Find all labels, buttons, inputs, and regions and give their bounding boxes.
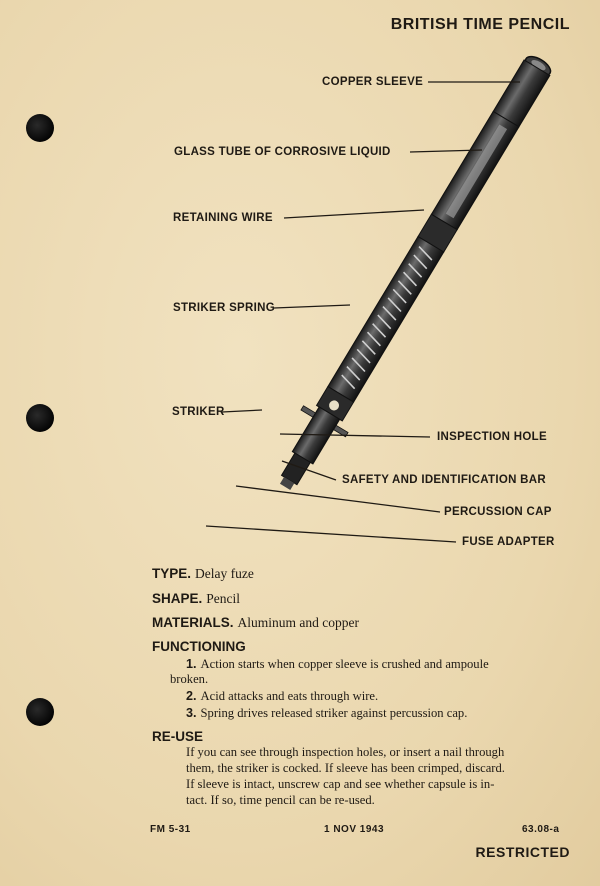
materials-value: Aluminum and copper [237, 615, 359, 630]
label-fuse-adapter: FUSE ADAPTER [462, 536, 555, 548]
functioning-heading: FUNCTIONING [152, 639, 246, 654]
functioning-step-1-cont: broken. [170, 672, 209, 686]
label-glass-tube: GLASS TUBE OF CORROSIVE LIQUID [174, 146, 391, 158]
label-striker-spring: STRIKER SPRING [173, 302, 275, 314]
label-percussion-cap: PERCUSSION CAP [444, 506, 552, 518]
footer-page-number: 63.08-a [522, 824, 560, 835]
step-number: 3. [186, 706, 197, 720]
label-striker: STRIKER [172, 406, 225, 418]
label-inspection-hole: INSPECTION HOLE [437, 431, 547, 443]
step-number: 2. [186, 689, 197, 703]
functioning-step-2 [186, 689, 570, 704]
shape-value: Pencil [206, 591, 241, 606]
type-field [152, 566, 254, 582]
functioning-step-1 [186, 657, 570, 672]
type-label: TYPE. [152, 566, 192, 581]
step-number: 1. [186, 657, 197, 671]
page-title: BRITISH TIME PENCIL [390, 16, 570, 33]
classification-marking: RESTRICTED [475, 844, 570, 860]
reuse-line-4: tact. If so, time pencil can be re-used. [186, 793, 375, 807]
step-text: Action starts when copper sleeve is crushed and ampoule [200, 657, 489, 671]
step-text: Spring drives released striker against percussion cap. [200, 706, 468, 720]
step-text: Acid attacks and eats through wire. [200, 689, 379, 703]
reuse-line-3: If sleeve is intact, unscrew cap and see whether capsule is in- [186, 777, 495, 791]
label-safety-bar: SAFETY AND IDENTIFICATION BAR [342, 474, 546, 486]
shape-field [152, 591, 240, 607]
shape-label: SHAPE. [152, 591, 203, 606]
reuse-heading: RE-USE [152, 729, 204, 744]
materials-field [152, 615, 359, 631]
reuse-line-1: If you can see through inspection holes, or insert a nail through [186, 745, 505, 759]
footer-manual-number: FM 5-31 [150, 824, 191, 835]
functioning-step-3 [186, 706, 570, 721]
reuse-line-2: them, the striker is cocked. If sleeve has been crimped, discard. [186, 761, 505, 775]
label-copper-sleeve: COPPER SLEEVE [322, 76, 424, 88]
type-value: Delay fuze [195, 566, 254, 581]
materials-label: MATERIALS. [152, 615, 234, 630]
label-retaining-wire: RETAINING WIRE [173, 212, 273, 224]
footer-date: 1 NOV 1943 [324, 824, 385, 835]
